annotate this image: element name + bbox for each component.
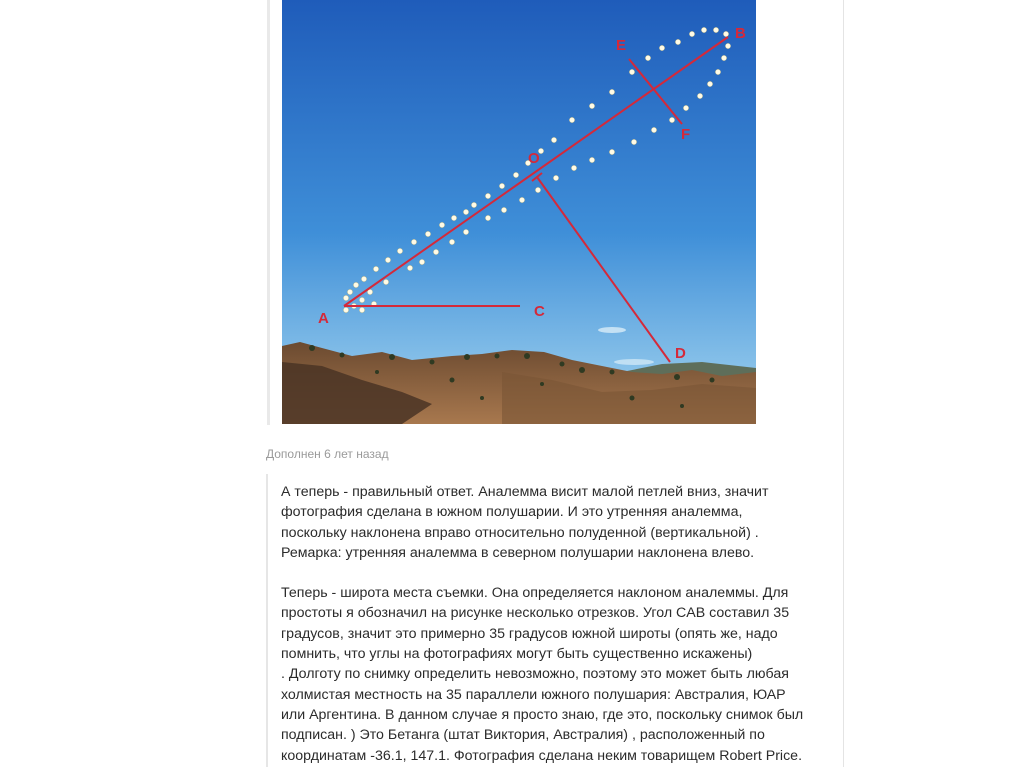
sun-dot — [449, 239, 454, 244]
sun-dot — [609, 89, 614, 94]
sun-dot — [519, 197, 524, 202]
analemma-figure — [282, 0, 756, 424]
sun-dot — [433, 249, 438, 254]
sun-dot — [439, 222, 444, 227]
label-o: O — [528, 150, 540, 167]
sun-dot — [361, 276, 366, 281]
sun-dot — [701, 27, 706, 32]
sun-dot — [471, 202, 476, 207]
label-d: D — [675, 345, 686, 362]
sun-dot — [707, 81, 712, 86]
sun-dot — [651, 127, 656, 132]
sun-dot — [353, 282, 358, 287]
left-divider — [267, 0, 270, 425]
sun-dot — [425, 231, 430, 236]
sun-dot — [589, 103, 594, 108]
sun-dot — [359, 297, 364, 302]
sun-dot — [451, 215, 456, 220]
sun-dot — [683, 105, 688, 110]
sun-dot — [373, 266, 378, 271]
label-a: A — [318, 310, 329, 327]
sun-dot — [723, 31, 728, 36]
sun-dot — [631, 139, 636, 144]
sun-dot — [669, 117, 674, 122]
sun-dot — [383, 279, 388, 284]
answer-paragraph-1: А теперь - правильный ответ. Аналемма висит малой петлей вниз, значит фотография сделана в южном полушарии. И это утренняя аналемма, поскольку наклонена вправо относительно полуденной (вертикальной) . Ремарка: утренняя аналемма в северном полушарии наклонена влево. — [281, 484, 769, 561]
label-e: E — [616, 37, 627, 54]
cloud — [598, 327, 626, 333]
sun-dot — [411, 239, 416, 244]
label-b: B — [735, 25, 746, 42]
sun-dot — [645, 55, 650, 60]
label-c: C — [534, 303, 545, 320]
answer-paragraph-2: Теперь - широта места съемки. Она определяется наклоном аналеммы. Для простоты я обозначил на рисунке несколько отрезков. Угол CAB составил 35 градусов, значит это примерно 35 градусов южной широты (опять же, надо помнить, что углы на фотографиях могут быть существенно искажены) . Долготу по снимку определить невозможно, поэтому это может быть любая холмистая местность на 35 параллели южного полушария: Австралия, ЮАР или Аргентина. В данном случае я просто знаю, где это, поскольку снимок был подписан. ) Это Бетанга (штат Виктория, Австралия) , расположенный по координатам -36.1, 147.1. Фотография сделана неким товарищем Robert Price. — [281, 585, 804, 764]
label-f: F — [681, 126, 691, 143]
sun-dot — [713, 27, 718, 32]
sun-dot — [359, 307, 364, 312]
sun-dot — [629, 69, 634, 74]
right-divider — [843, 0, 844, 767]
sun-dot — [689, 31, 694, 36]
sun-dot — [463, 209, 468, 214]
sun-dot — [397, 248, 402, 253]
sun-dot — [725, 43, 730, 48]
sun-dot — [551, 137, 556, 142]
answer-body — [266, 474, 840, 767]
sun-dot — [589, 157, 594, 162]
sun-dot — [385, 257, 390, 262]
sun-dot — [513, 172, 518, 177]
sun-dot — [553, 175, 558, 180]
sun-dot — [609, 149, 614, 154]
edited-note: Дополнен 6 лет назад — [266, 447, 389, 461]
sun-dot — [697, 93, 702, 98]
sun-dot — [501, 207, 506, 212]
sun-dot — [659, 45, 664, 50]
sun-dot — [407, 265, 412, 270]
sun-dot — [343, 307, 348, 312]
sun-dot — [463, 229, 468, 234]
sun-dot — [569, 117, 574, 122]
sun-dot — [675, 39, 680, 44]
sun-dot — [715, 69, 720, 74]
sun-dot — [499, 183, 504, 188]
analemma-photo — [282, 0, 756, 424]
sun-dot — [485, 215, 490, 220]
sun-dot — [343, 295, 348, 300]
sun-dot — [419, 259, 424, 264]
sun-dot — [347, 289, 352, 294]
sun-dot — [535, 187, 540, 192]
sun-dot — [721, 55, 726, 60]
sun-dot — [571, 165, 576, 170]
cloud — [614, 359, 654, 365]
sun-dot — [485, 193, 490, 198]
